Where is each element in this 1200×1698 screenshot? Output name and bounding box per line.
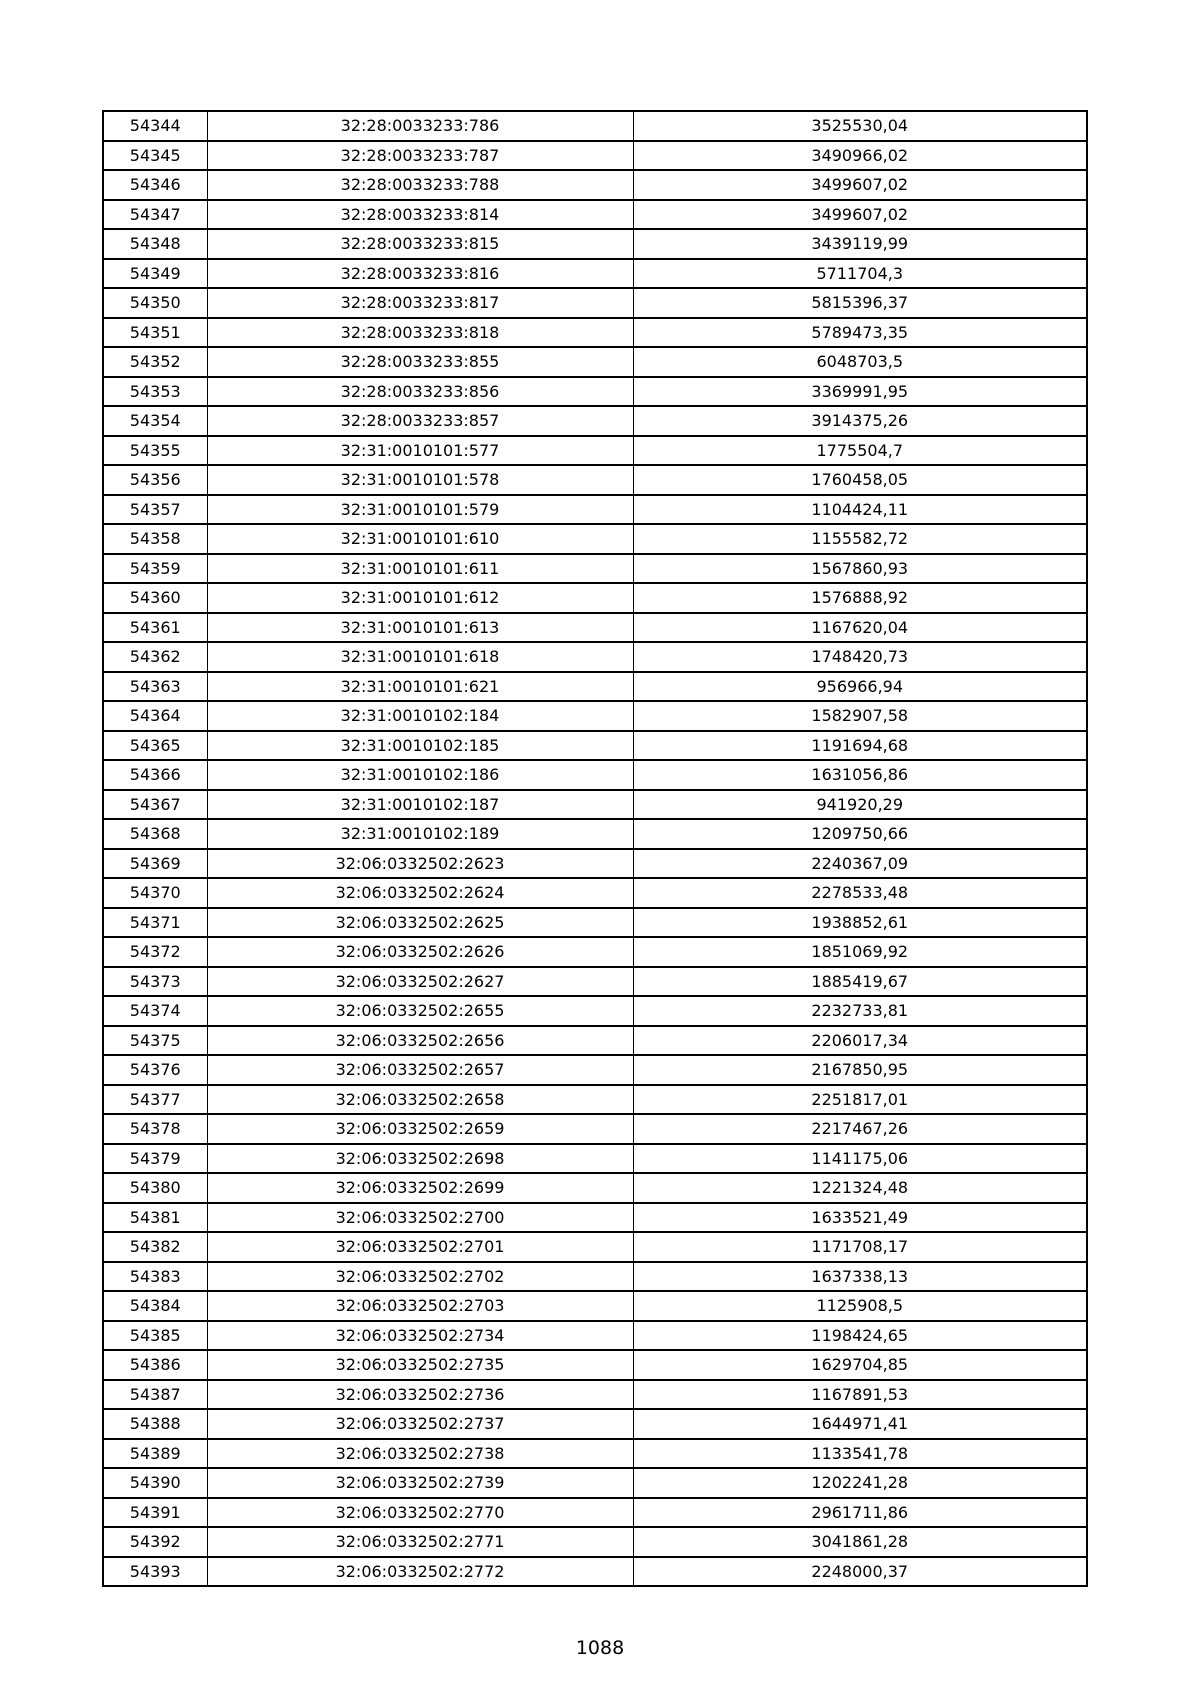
- cadastral-number-cell: 32:06:0332502:2738: [207, 1439, 633, 1469]
- row-number-cell: 54345: [103, 141, 207, 171]
- value-cell: 1104424,11: [633, 495, 1087, 525]
- row-number-cell: 54382: [103, 1232, 207, 1262]
- table-row: [103, 259, 1087, 289]
- row-number-cell: 54393: [103, 1557, 207, 1587]
- value-cell: 3041861,28: [633, 1527, 1087, 1557]
- table-row: [103, 1085, 1087, 1115]
- table-row: [103, 701, 1087, 731]
- value-cell: 2278533,48: [633, 878, 1087, 908]
- value-cell: 1567860,93: [633, 554, 1087, 584]
- value-cell: 1637338,13: [633, 1262, 1087, 1292]
- table-row: [103, 613, 1087, 643]
- table-row: [103, 1173, 1087, 1203]
- value-cell: 1167620,04: [633, 613, 1087, 643]
- table-row: [103, 495, 1087, 525]
- cadastral-number-cell: 32:06:0332502:2655: [207, 996, 633, 1026]
- value-cell: 3525530,04: [633, 111, 1087, 141]
- value-cell: 1582907,58: [633, 701, 1087, 731]
- table-row: [103, 200, 1087, 230]
- value-cell: 3490966,02: [633, 141, 1087, 171]
- cadastral-number-cell: 32:06:0332502:2624: [207, 878, 633, 908]
- row-number-cell: 54355: [103, 436, 207, 466]
- table-row: [103, 170, 1087, 200]
- table-row: [103, 1557, 1087, 1587]
- table-row: [103, 849, 1087, 879]
- table-row: [103, 1203, 1087, 1233]
- cadastral-number-cell: 32:06:0332502:2623: [207, 849, 633, 879]
- table-row: [103, 1055, 1087, 1085]
- cadastral-number-cell: 32:31:0010102:186: [207, 760, 633, 790]
- cadastral-number-cell: 32:06:0332502:2736: [207, 1380, 633, 1410]
- value-cell: 3499607,02: [633, 200, 1087, 230]
- row-number-cell: 54352: [103, 347, 207, 377]
- table-row: [103, 878, 1087, 908]
- cadastral-number-cell: 32:06:0332502:2772: [207, 1557, 633, 1587]
- value-cell: 1644971,41: [633, 1409, 1087, 1439]
- value-cell: 1141175,06: [633, 1144, 1087, 1174]
- cadastral-number-cell: 32:28:0033233:855: [207, 347, 633, 377]
- cadastral-number-cell: 32:31:0010101:579: [207, 495, 633, 525]
- row-number-cell: 54366: [103, 760, 207, 790]
- value-cell: 2240367,09: [633, 849, 1087, 879]
- cadastral-number-cell: 32:31:0010101:610: [207, 524, 633, 554]
- row-number-cell: 54372: [103, 937, 207, 967]
- cadastral-number-cell: 32:31:0010101:613: [207, 613, 633, 643]
- row-number-cell: 54390: [103, 1468, 207, 1498]
- row-number-cell: 54374: [103, 996, 207, 1026]
- table-body: [103, 111, 1087, 1586]
- value-cell: 2206017,34: [633, 1026, 1087, 1056]
- cadastral-number-cell: 32:31:0010101:578: [207, 465, 633, 495]
- table-row: [103, 1262, 1087, 1292]
- table-row: [103, 347, 1087, 377]
- table-row: [103, 1026, 1087, 1056]
- cadastral-number-cell: 32:06:0332502:2698: [207, 1144, 633, 1174]
- value-cell: 2248000,37: [633, 1557, 1087, 1587]
- value-cell: 5815396,37: [633, 288, 1087, 318]
- table-row: [103, 1380, 1087, 1410]
- table-row: [103, 318, 1087, 348]
- table-row: [103, 1468, 1087, 1498]
- value-cell: 956966,94: [633, 672, 1087, 702]
- value-cell: 1221324,48: [633, 1173, 1087, 1203]
- table-row: [103, 111, 1087, 141]
- value-cell: 1155582,72: [633, 524, 1087, 554]
- table-row: [103, 908, 1087, 938]
- cadastral-number-cell: 32:06:0332502:2659: [207, 1114, 633, 1144]
- table-row: [103, 996, 1087, 1026]
- cadastral-number-cell: 32:06:0332502:2701: [207, 1232, 633, 1262]
- cadastral-number-cell: 32:06:0332502:2699: [207, 1173, 633, 1203]
- table-row: [103, 672, 1087, 702]
- cadastral-number-cell: 32:28:0033233:787: [207, 141, 633, 171]
- table-row: [103, 967, 1087, 997]
- row-number-cell: 54380: [103, 1173, 207, 1203]
- cadastral-number-cell: 32:06:0332502:2657: [207, 1055, 633, 1085]
- table-row: [103, 937, 1087, 967]
- cadastral-number-cell: 32:28:0033233:814: [207, 200, 633, 230]
- cadastral-number-cell: 32:28:0033233:817: [207, 288, 633, 318]
- row-number-cell: 54379: [103, 1144, 207, 1174]
- value-cell: 1191694,68: [633, 731, 1087, 761]
- row-number-cell: 54364: [103, 701, 207, 731]
- row-number-cell: 54368: [103, 819, 207, 849]
- value-cell: 1209750,66: [633, 819, 1087, 849]
- value-cell: 1885419,67: [633, 967, 1087, 997]
- row-number-cell: 54363: [103, 672, 207, 702]
- value-cell: 941920,29: [633, 790, 1087, 820]
- row-number-cell: 54367: [103, 790, 207, 820]
- row-number-cell: 54381: [103, 1203, 207, 1233]
- table-row: [103, 1527, 1087, 1557]
- value-cell: 1631056,86: [633, 760, 1087, 790]
- row-number-cell: 54387: [103, 1380, 207, 1410]
- row-number-cell: 54370: [103, 878, 207, 908]
- cadastral-number-cell: 32:06:0332502:2734: [207, 1321, 633, 1351]
- cadastral-number-cell: 32:28:0033233:856: [207, 377, 633, 407]
- data-table: [102, 110, 1088, 1587]
- cadastral-number-cell: 32:06:0332502:2703: [207, 1291, 633, 1321]
- table-row: [103, 1439, 1087, 1469]
- cadastral-number-cell: 32:06:0332502:2702: [207, 1262, 633, 1292]
- row-number-cell: 54359: [103, 554, 207, 584]
- cadastral-number-cell: 32:28:0033233:816: [207, 259, 633, 289]
- value-cell: 1198424,65: [633, 1321, 1087, 1351]
- value-cell: 2232733,81: [633, 996, 1087, 1026]
- row-number-cell: 54350: [103, 288, 207, 318]
- row-number-cell: 54373: [103, 967, 207, 997]
- value-cell: 3499607,02: [633, 170, 1087, 200]
- cadastral-number-cell: 32:06:0332502:2627: [207, 967, 633, 997]
- row-number-cell: 54357: [103, 495, 207, 525]
- cadastral-number-cell: 32:31:0010102:184: [207, 701, 633, 731]
- table-row: [103, 1232, 1087, 1262]
- value-cell: 1133541,78: [633, 1439, 1087, 1469]
- cadastral-number-cell: 32:28:0033233:815: [207, 229, 633, 259]
- cadastral-number-cell: 32:06:0332502:2770: [207, 1498, 633, 1528]
- row-number-cell: 54365: [103, 731, 207, 761]
- cadastral-number-cell: 32:06:0332502:2658: [207, 1085, 633, 1115]
- table-row: [103, 377, 1087, 407]
- value-cell: 1171708,17: [633, 1232, 1087, 1262]
- table-row: [103, 731, 1087, 761]
- cadastral-number-cell: 32:06:0332502:2656: [207, 1026, 633, 1056]
- row-number-cell: 54375: [103, 1026, 207, 1056]
- cadastral-number-cell: 32:31:0010101:612: [207, 583, 633, 613]
- table-row: [103, 554, 1087, 584]
- cadastral-number-cell: 32:06:0332502:2735: [207, 1350, 633, 1380]
- row-number-cell: 54349: [103, 259, 207, 289]
- row-number-cell: 54369: [103, 849, 207, 879]
- value-cell: 3914375,26: [633, 406, 1087, 436]
- cadastral-number-cell: 32:31:0010101:618: [207, 642, 633, 672]
- row-number-cell: 54386: [103, 1350, 207, 1380]
- row-number-cell: 54358: [103, 524, 207, 554]
- value-cell: 5711704,3: [633, 259, 1087, 289]
- table-row: [103, 1144, 1087, 1174]
- row-number-cell: 54354: [103, 406, 207, 436]
- row-number-cell: 54388: [103, 1409, 207, 1439]
- value-cell: 1938852,61: [633, 908, 1087, 938]
- value-cell: 2217467,26: [633, 1114, 1087, 1144]
- table-row: [103, 524, 1087, 554]
- table-row: [103, 288, 1087, 318]
- table-row: [103, 819, 1087, 849]
- row-number-cell: 54385: [103, 1321, 207, 1351]
- cadastral-number-cell: 32:06:0332502:2737: [207, 1409, 633, 1439]
- cadastral-number-cell: 32:06:0332502:2700: [207, 1203, 633, 1233]
- cadastral-number-cell: 32:31:0010102:185: [207, 731, 633, 761]
- value-cell: 1202241,28: [633, 1468, 1087, 1498]
- table-row: [103, 406, 1087, 436]
- value-cell: 1633521,49: [633, 1203, 1087, 1233]
- table-row: [103, 1409, 1087, 1439]
- table-row: [103, 1114, 1087, 1144]
- cadastral-number-cell: 32:31:0010102:189: [207, 819, 633, 849]
- cadastral-number-cell: 32:28:0033233:788: [207, 170, 633, 200]
- table-row: [103, 583, 1087, 613]
- value-cell: 1760458,05: [633, 465, 1087, 495]
- row-number-cell: 54378: [103, 1114, 207, 1144]
- cadastral-number-cell: 32:31:0010101:577: [207, 436, 633, 466]
- row-number-cell: 54347: [103, 200, 207, 230]
- cadastral-number-cell: 32:06:0332502:2626: [207, 937, 633, 967]
- value-cell: 1851069,92: [633, 937, 1087, 967]
- row-number-cell: 54384: [103, 1291, 207, 1321]
- row-number-cell: 54356: [103, 465, 207, 495]
- table-row: [103, 229, 1087, 259]
- value-cell: 1748420,73: [633, 642, 1087, 672]
- row-number-cell: 54383: [103, 1262, 207, 1292]
- table-row: [103, 465, 1087, 495]
- table-row: [103, 642, 1087, 672]
- row-number-cell: 54353: [103, 377, 207, 407]
- cadastral-number-cell: 32:31:0010102:187: [207, 790, 633, 820]
- row-number-cell: 54346: [103, 170, 207, 200]
- page-number: 1088: [575, 1637, 625, 1659]
- row-number-cell: 54362: [103, 642, 207, 672]
- row-number-cell: 54344: [103, 111, 207, 141]
- row-number-cell: 54389: [103, 1439, 207, 1469]
- cadastral-number-cell: 32:28:0033233:786: [207, 111, 633, 141]
- row-number-cell: 54391: [103, 1498, 207, 1528]
- table-row: [103, 436, 1087, 466]
- table-row: [103, 141, 1087, 171]
- table-row: [103, 1498, 1087, 1528]
- value-cell: 1629704,85: [633, 1350, 1087, 1380]
- value-cell: 2251817,01: [633, 1085, 1087, 1115]
- cadastral-number-cell: 32:31:0010101:621: [207, 672, 633, 702]
- row-number-cell: 54377: [103, 1085, 207, 1115]
- value-cell: 1775504,7: [633, 436, 1087, 466]
- table-row: [103, 1291, 1087, 1321]
- row-number-cell: 54392: [103, 1527, 207, 1557]
- row-number-cell: 54376: [103, 1055, 207, 1085]
- cadastral-number-cell: 32:06:0332502:2739: [207, 1468, 633, 1498]
- cadastral-number-cell: 32:06:0332502:2625: [207, 908, 633, 938]
- table-row: [103, 790, 1087, 820]
- value-cell: 6048703,5: [633, 347, 1087, 377]
- cadastral-number-cell: 32:06:0332502:2771: [207, 1527, 633, 1557]
- row-number-cell: 54361: [103, 613, 207, 643]
- value-cell: 1167891,53: [633, 1380, 1087, 1410]
- row-number-cell: 54348: [103, 229, 207, 259]
- cadastral-number-cell: 32:28:0033233:818: [207, 318, 633, 348]
- value-cell: 3439119,99: [633, 229, 1087, 259]
- table-row: [103, 1321, 1087, 1351]
- table-row: [103, 760, 1087, 790]
- value-cell: 2961711,86: [633, 1498, 1087, 1528]
- value-cell: 1125908,5: [633, 1291, 1087, 1321]
- table-row: [103, 1350, 1087, 1380]
- cadastral-number-cell: 32:31:0010101:611: [207, 554, 633, 584]
- value-cell: 3369991,95: [633, 377, 1087, 407]
- row-number-cell: 54360: [103, 583, 207, 613]
- value-cell: 2167850,95: [633, 1055, 1087, 1085]
- value-cell: 5789473,35: [633, 318, 1087, 348]
- row-number-cell: 54351: [103, 318, 207, 348]
- value-cell: 1576888,92: [633, 583, 1087, 613]
- cadastral-number-cell: 32:28:0033233:857: [207, 406, 633, 436]
- row-number-cell: 54371: [103, 908, 207, 938]
